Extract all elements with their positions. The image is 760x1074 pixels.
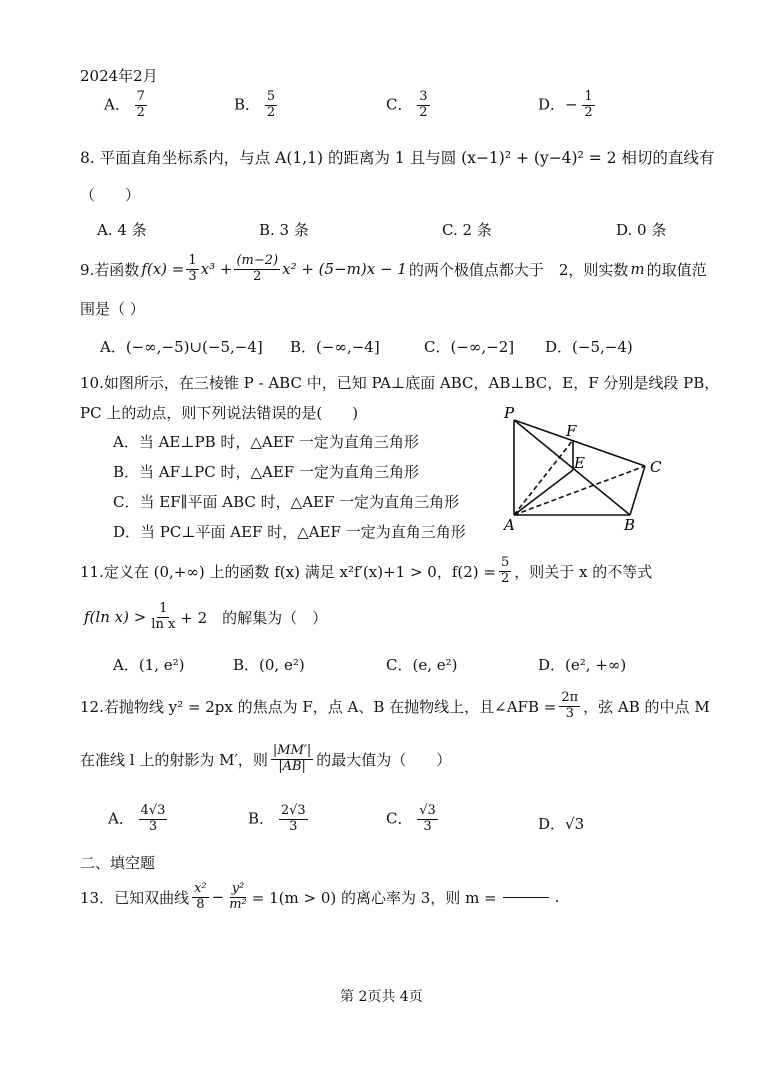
frac-num: 1 (188, 253, 197, 268)
frac-den: 2 (136, 104, 145, 120)
q12-line1 (80, 691, 710, 722)
q11-ineq-a: f(ln x) > (84, 608, 147, 627)
q11-line1 (80, 556, 652, 587)
q9-rest: x² + (5−m)x − 1 (282, 260, 407, 279)
q9-option-b: B．(−∞,−4] (290, 338, 380, 356)
q12-text-d: 的最大值为（ ） (316, 750, 452, 769)
q12-option-b (248, 804, 308, 835)
frac-num: x² (194, 881, 207, 896)
q12-text-c: 在准线 l 上的射影为 M′，则 (80, 750, 268, 769)
frac-den: 3 (565, 705, 574, 721)
q8-option-c: C. 2 条 (442, 221, 492, 239)
q12-text-b: ，弦 AB 的中点 M (583, 697, 710, 716)
q13-cond: = 1(m > 0) 的离心率为 3，则 m = (251, 888, 497, 907)
q8-paren: （ ） (80, 186, 141, 204)
q10-line2: PC 上的动点，则下列说法错误的是( ) (80, 404, 359, 422)
frac-den: |AB| (278, 758, 306, 774)
label-e: E (574, 454, 585, 472)
label-p: P (504, 404, 515, 422)
frac-num: 5 (266, 89, 276, 104)
header-date: 2024年2月 (80, 67, 158, 85)
q8-option-d: D. 0 条 (616, 221, 667, 239)
frac-num: √3 (419, 803, 436, 818)
frac-num: 2π (561, 690, 579, 705)
q7-option-b (234, 90, 277, 121)
frac-den: 2 (584, 104, 593, 120)
q9-option-a: A．(−∞,−5)∪(−5,−4] (100, 338, 263, 356)
page-footer: 第 2页共 4页 (340, 989, 423, 1005)
option-label: D．− (538, 95, 578, 114)
frac-den: 3 (423, 818, 432, 834)
label-a: A (504, 516, 515, 534)
frac-den: 3 (148, 818, 158, 834)
q10-option-d: D．当 PC⊥平面 AEF 时，△AEF 一定为直角三角形 (113, 523, 466, 541)
q11-text-a: 11.定义在 (0,+∞) 上的函数 f(x) 满足 x²f′(x)+1 > 0，f(2) = (80, 562, 496, 581)
q12-text-a: 12.若抛物线 y² = 2px 的焦点为 F，点 A、B 在抛物线上，且∠AFB = (80, 697, 557, 716)
tetrahedron-figure (500, 400, 680, 535)
q12-line2 (80, 744, 451, 775)
option-label: C． (386, 95, 413, 114)
q11-ineq-b: + 2 的解集为（ ） (180, 608, 328, 627)
q13-end: . (554, 888, 560, 907)
option-value: √3 (565, 815, 585, 833)
q11-option-a: A．(1, e²) (113, 656, 185, 674)
q11-line2 (84, 602, 327, 633)
frac-num: 2√3 (280, 803, 306, 818)
q9-prefix: 9.若函数 (80, 260, 140, 279)
q9-option-c: C．(−∞,−2] (424, 338, 515, 356)
q11-option-b: B．(0, e²) (233, 656, 305, 674)
q7-option-c (386, 90, 430, 121)
frac-den: 2 (500, 570, 510, 586)
q8-option-b: B. 3 条 (259, 221, 309, 239)
q7-option-a (104, 90, 147, 121)
q12-option-d (538, 813, 584, 834)
frac-den: 8 (196, 896, 205, 912)
q9-suffix2: 的取值范 (646, 260, 707, 279)
frac-den: 3 (289, 818, 298, 834)
option-label: B． (248, 809, 275, 828)
frac-den: 2 (419, 104, 428, 120)
q9-m: m (630, 260, 645, 279)
q10-option-b: B．当 AF⊥PC 时，△AEF 一定为直角三角形 (113, 463, 419, 481)
frac-num: (m−2) (236, 253, 279, 268)
q10-line1: 10.如图所示，在三棱锥 P - ABC 中，已知 PA⊥底面 ABC，AB⊥BC，E，F 分别是线段 PB， (80, 374, 720, 392)
frac-num: |MM′| (272, 743, 312, 758)
frac-num: y² (231, 881, 245, 896)
q9-suffix: 的两个极值点都大于 2，则实数 (408, 260, 629, 279)
q9-option-d: D．(−5,−4) (545, 338, 633, 356)
option-label: A． (108, 809, 134, 828)
q13-line (80, 882, 559, 913)
label-b: B (624, 516, 636, 534)
label-f: F (566, 422, 577, 440)
frac-num: 7 (136, 89, 145, 104)
section-title: 二、填空题 (80, 854, 156, 872)
frac-den: 3 (188, 268, 197, 284)
q11-text-b: ，则关于 x 的不等式 (514, 562, 653, 581)
q11-option-d: D．(e², +∞) (538, 656, 627, 674)
frac-num: 1 (159, 601, 168, 616)
q10-option-c: C．当 EF∥平面 ABC 时，△AEF 一定为直角三角形 (113, 493, 460, 511)
q12-option-c (386, 804, 438, 835)
option-label: A． (104, 95, 130, 114)
q13-minus: − (211, 888, 225, 907)
q8-option-a: A. 4 条 (97, 221, 147, 239)
option-label: D． (538, 815, 566, 833)
frac-num: 5 (500, 555, 510, 570)
frac-num: 3 (419, 89, 428, 104)
q9-fx: f(x) = (141, 260, 185, 279)
frac-den: 2 (253, 268, 262, 284)
q9-x3: x³ + (200, 260, 233, 279)
q10-option-a: A．当 AE⊥PB 时，△AEF 一定为直角三角形 (113, 433, 419, 451)
q8-text: 8. 平面直角坐标系内，与点 A(1,1) 的距离为 1 且与圆 (x−1)² + (y−4)² = 2 相切的直线有 (80, 149, 715, 167)
frac-den: m² (229, 896, 247, 912)
frac-den: ln x (151, 616, 176, 632)
option-label: B． (234, 95, 261, 114)
option-label: C． (386, 809, 413, 828)
frac-num: 1 (584, 89, 593, 104)
label-c: C (650, 458, 662, 476)
q9-line2: 围是（ ） (80, 300, 145, 318)
q11-option-c: C．(e, e²) (386, 656, 458, 674)
frac-den: 2 (266, 104, 276, 120)
answer-blank[interactable] (503, 897, 549, 898)
q7-option-d (538, 90, 595, 121)
q12-option-a (108, 804, 167, 835)
q9-line1 (80, 254, 707, 285)
frac-num: 4√3 (140, 803, 166, 818)
q13-prefix: 13．已知双曲线 (80, 888, 190, 907)
